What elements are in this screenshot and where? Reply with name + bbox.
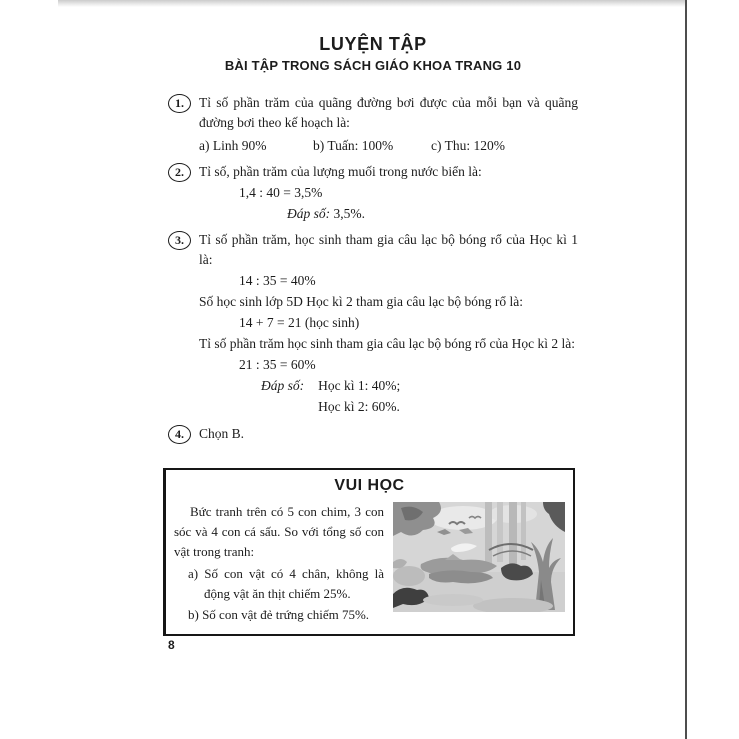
problem-1-body: Tỉ số phần trăm của quãng đường bơi được của mỗi bạn và quãng đường bơi theo kế hoạch là: <box>199 95 578 130</box>
problem-1-text <box>199 93 578 156</box>
problems-list <box>168 93 578 444</box>
problem-2-answer-label: Đáp số: <box>287 206 331 221</box>
problem-3-body-1: Tỉ số phần trăm, học sinh tham gia câu lạc bộ bóng rổ của Học kì 1 là: <box>199 232 578 267</box>
page-title: LUYỆN TẬP <box>319 34 427 54</box>
problem-3-calculation-1: 14 : 35 = 40% <box>239 273 316 288</box>
problem-2-calculation: 1,4 : 40 = 3,5% <box>239 185 323 200</box>
problem-3-answer-line-2: Học kì 2: 60%. <box>318 399 400 414</box>
problem-1 <box>168 93 578 156</box>
problem-3-text <box>199 230 578 418</box>
page-number: 8 <box>168 638 175 652</box>
vui-hoc-title: VUI HỌC <box>334 477 405 494</box>
vui-hoc-content <box>174 502 565 626</box>
page-content <box>168 30 578 636</box>
problem-4-body: Chọn B. <box>199 426 245 441</box>
problem-3-body-3: Tỉ số phần trăm học sinh tham gia câu lạc bộ bóng rổ của Học kì 2 là: <box>199 336 576 351</box>
vui-hoc-item-b: b) Số con vật đẻ trứng chiếm 75%. <box>188 607 370 622</box>
problem-4-number: 4. <box>168 425 191 444</box>
problem-4 <box>168 424 578 444</box>
problem-2-text <box>199 162 578 224</box>
vui-hoc-box <box>163 468 575 636</box>
problem-2-number: 2. <box>168 163 191 182</box>
problem-1-answers <box>199 136 578 156</box>
vui-hoc-illustration <box>393 502 565 626</box>
forest-scene-image <box>393 502 565 612</box>
scan-edge-top <box>58 0 686 7</box>
page-subtitle: BÀI TẬP TRONG SÁCH GIÁO KHOA TRANG 10 <box>224 58 522 73</box>
problem-3-calculation-2: 14 + 7 = 21 (học sinh) <box>239 315 360 330</box>
problem-2-body: Tỉ số, phần trăm của lượng muối trong nước biển là: <box>199 164 482 179</box>
problem-2-answer <box>287 204 578 224</box>
problem-1-answer-b: b) Tuấn: 100% <box>313 138 394 153</box>
problem-3-body-2: Số học sinh lớp 5D Học kì 2 tham gia câu lạc bộ bóng rổ là: <box>199 294 523 309</box>
vui-hoc-text <box>174 502 384 626</box>
scan-edge-right <box>685 0 687 739</box>
problem-3-answer-values <box>318 376 400 418</box>
problem-3-answer-line-1: Học kì 1: 40%; <box>318 378 401 393</box>
problem-3-calculation-3: 21 : 35 = 60% <box>239 357 316 372</box>
problem-1-answer-a: a) Linh 90% <box>199 138 267 153</box>
vui-hoc-intro: Bức tranh trên có 5 con chim, 3 con sóc và 4 con cá sấu. So với tổng số con vật trong tranh: <box>174 504 384 559</box>
problem-3-answer-label: Đáp số: <box>261 378 305 393</box>
problem-1-number: 1. <box>168 94 191 113</box>
problem-3-answer <box>261 376 578 418</box>
problem-3-number: 3. <box>168 231 191 250</box>
problem-2-answer-value: 3,5%. <box>333 206 365 221</box>
problem-3 <box>168 230 578 418</box>
problem-2 <box>168 162 578 224</box>
vui-hoc-item-a: a) Số con vật có 4 chân, không là động vật ăn thịt chiếm 25%. <box>188 566 384 601</box>
problem-4-text <box>199 424 578 444</box>
problem-1-answer-c: c) Thu: 120% <box>431 138 505 153</box>
